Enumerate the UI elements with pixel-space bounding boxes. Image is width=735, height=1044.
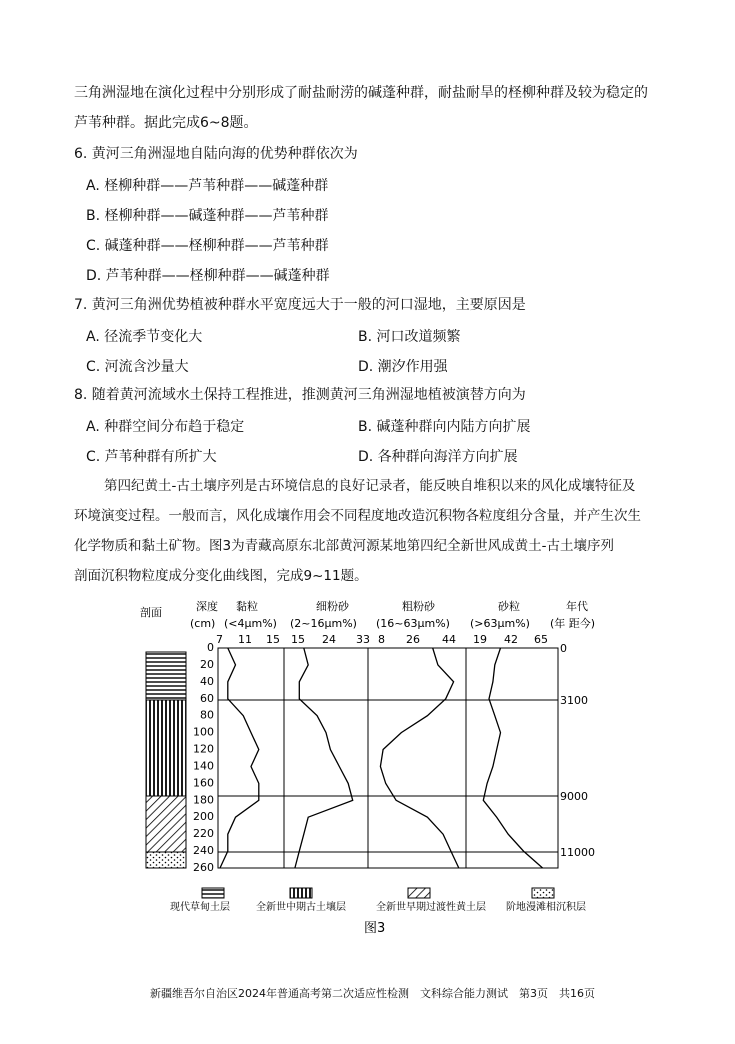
panel-3-tick-2: 44 bbox=[442, 633, 456, 646]
depth-tick-label: 0 bbox=[207, 641, 214, 654]
depth-label: 深度 bbox=[196, 600, 218, 613]
depth-unit: (cm) bbox=[190, 617, 216, 630]
panel-1-name: 黏粒 bbox=[236, 600, 258, 613]
profile-terrace bbox=[146, 852, 186, 868]
legend-swatch-loess bbox=[408, 888, 430, 898]
question-6-option-b: B. 柽柳种群——碱蓬种群——芦苇种群 bbox=[86, 208, 329, 224]
depth-tick-label: 40 bbox=[200, 674, 214, 688]
panel-2-range: (2~16μm%) bbox=[290, 617, 357, 630]
age-tick-11000: 11000 bbox=[560, 846, 595, 859]
panel-3-name: 粗粉砂 bbox=[402, 600, 435, 613]
legend-swatch-terrace bbox=[532, 888, 554, 898]
legend-label-loess: 全新世早期过渡性黄土层 bbox=[376, 902, 486, 913]
question-8-option-d: D. 各种群向海洋方向扩展 bbox=[358, 449, 518, 465]
intro-line-2: 芦苇种群。据此完成6~8题。 bbox=[74, 115, 258, 131]
profile-paleosol bbox=[146, 700, 186, 796]
depth-tick-label: 60 bbox=[200, 691, 214, 705]
depth-tick-label: 120 bbox=[193, 742, 214, 756]
panel-4-name: 砂粒 bbox=[498, 600, 520, 613]
panel-2-tick-0: 15 bbox=[291, 633, 305, 646]
panel-2-tick-2: 33 bbox=[356, 633, 370, 646]
question-6-option-d: D. 芦苇种群——柽柳种群——碱蓬种群 bbox=[86, 268, 330, 284]
age-label: 年代 bbox=[566, 600, 588, 613]
panel-3-tick-0: 8 bbox=[378, 633, 385, 646]
passage-line-3: 化学物质和黏土矿物。图3为青藏高原东北部黄河源某地第四纪全新世风成黄土-古土壤序列 bbox=[74, 538, 614, 554]
legend-swatch-paleosol bbox=[290, 888, 312, 898]
profile-loess bbox=[146, 796, 186, 852]
question-8-option-c: C. 芦苇种群有所扩大 bbox=[86, 449, 217, 465]
depth-tick-label: 140 bbox=[193, 759, 214, 773]
age-tick-3100: 3100 bbox=[560, 694, 588, 707]
intro-line-1: 三角洲湿地在演化过程中分别形成了耐盐耐涝的碱蓬种群，耐盐耐旱的柽柳种群及较为稳定的 bbox=[74, 85, 648, 101]
series-line-2 bbox=[295, 648, 353, 868]
question-8-stem: 8. 随着黄河流域水土保持工程推进，推测黄河三角洲湿地植被演替方向为 bbox=[74, 387, 526, 403]
depth-tick-label: 100 bbox=[193, 725, 214, 739]
passage-line-2: 环境演变过程。一般而言，风化成壤作用会不同程度地改造沉积物各粒度组分含量，并产生次生 bbox=[74, 508, 641, 524]
page-footer: 新疆维吾尔自治区2024年普通高考第二次适应性检测 文科综合能力测试 第3页 共16页 bbox=[150, 987, 595, 1000]
age-unit: (年 距今) bbox=[550, 617, 596, 630]
depth-tick-label: 220 bbox=[193, 827, 214, 841]
curves-group bbox=[220, 648, 543, 868]
panel-4-tick-2: 65 bbox=[534, 633, 548, 646]
panel-2-name: 细粉砂 bbox=[316, 600, 349, 613]
depth-tick-label: 180 bbox=[193, 793, 214, 807]
panel-1-tick-0: 7 bbox=[216, 633, 223, 646]
passage-line-4: 剖面沉积物粒度成分变化曲线图，完成9~11题。 bbox=[74, 568, 368, 584]
question-7-stem: 7. 黄河三角洲优势植被种群水平宽度远大于一般的河口湿地，主要原因是 bbox=[74, 297, 526, 313]
depth-tick-label: 240 bbox=[193, 844, 214, 858]
legend-label-terrace: 阶地漫滩相沉积层 bbox=[506, 902, 586, 913]
series-line-4 bbox=[483, 648, 542, 868]
profile-meadow-soil bbox=[146, 652, 186, 700]
age-tick-9000: 9000 bbox=[560, 790, 588, 803]
panel-2-tick-1: 24 bbox=[322, 633, 336, 646]
depth-tick-label: 260 bbox=[193, 861, 214, 874]
depth-tick-label: 20 bbox=[200, 657, 214, 671]
panel-1-range: (<4μm%) bbox=[224, 617, 277, 630]
question-7-option-a: A. 径流季节变化大 bbox=[86, 329, 203, 345]
panel-3-tick-1: 26 bbox=[406, 633, 420, 646]
panel-4-range: (>63μm%) bbox=[470, 617, 530, 630]
question-6-option-a: A. 柽柳种群——芦苇种群——碱蓬种群 bbox=[86, 178, 329, 194]
question-8-option-b: B. 碱蓬种群向内陆方向扩展 bbox=[358, 419, 531, 435]
series-line-3 bbox=[380, 648, 458, 868]
question-7-option-d: D. 潮汐作用强 bbox=[358, 359, 448, 375]
profile-label: 剖面 bbox=[140, 606, 162, 619]
depth-axis bbox=[193, 641, 214, 874]
series-line-1 bbox=[220, 648, 259, 868]
question-7-option-c: C. 河流含沙量大 bbox=[86, 359, 189, 375]
panel-3-range: (16~63μm%) bbox=[376, 617, 450, 630]
question-6-stem: 6. 黄河三角洲湿地自陆向海的优势种群依次为 bbox=[74, 146, 358, 162]
legend-label-paleosol: 全新世中期古土壤层 bbox=[256, 902, 346, 913]
figure-caption: 图3 bbox=[364, 921, 386, 936]
passage-line-1: 第四纪黄土-古土壤序列是古环境信息的良好记录者，能反映自堆积以来的风化成壤特征及 bbox=[104, 478, 636, 494]
chart-frame bbox=[218, 648, 558, 868]
question-7-option-b: B. 河口改道频繁 bbox=[358, 329, 461, 345]
age-tick-0: 0 bbox=[560, 642, 567, 655]
panel-4-tick-0: 19 bbox=[473, 633, 487, 646]
legend-label-meadow: 现代草甸土层 bbox=[170, 902, 230, 913]
panel-1-tick-2: 15 bbox=[266, 633, 280, 646]
depth-tick-label: 160 bbox=[193, 776, 214, 790]
panel-4-tick-1: 42 bbox=[504, 633, 518, 646]
legend-swatch-meadow bbox=[202, 888, 224, 898]
depth-tick-label: 200 bbox=[193, 810, 214, 824]
depth-tick-label: 80 bbox=[200, 708, 214, 722]
figure-3-chart bbox=[140, 596, 610, 936]
question-6-option-c: C. 碱蓬种群——柽柳种群——芦苇种群 bbox=[86, 238, 329, 254]
panel-1-tick-1: 11 bbox=[238, 633, 252, 646]
question-8-option-a: A. 种群空间分布趋于稳定 bbox=[86, 419, 245, 435]
